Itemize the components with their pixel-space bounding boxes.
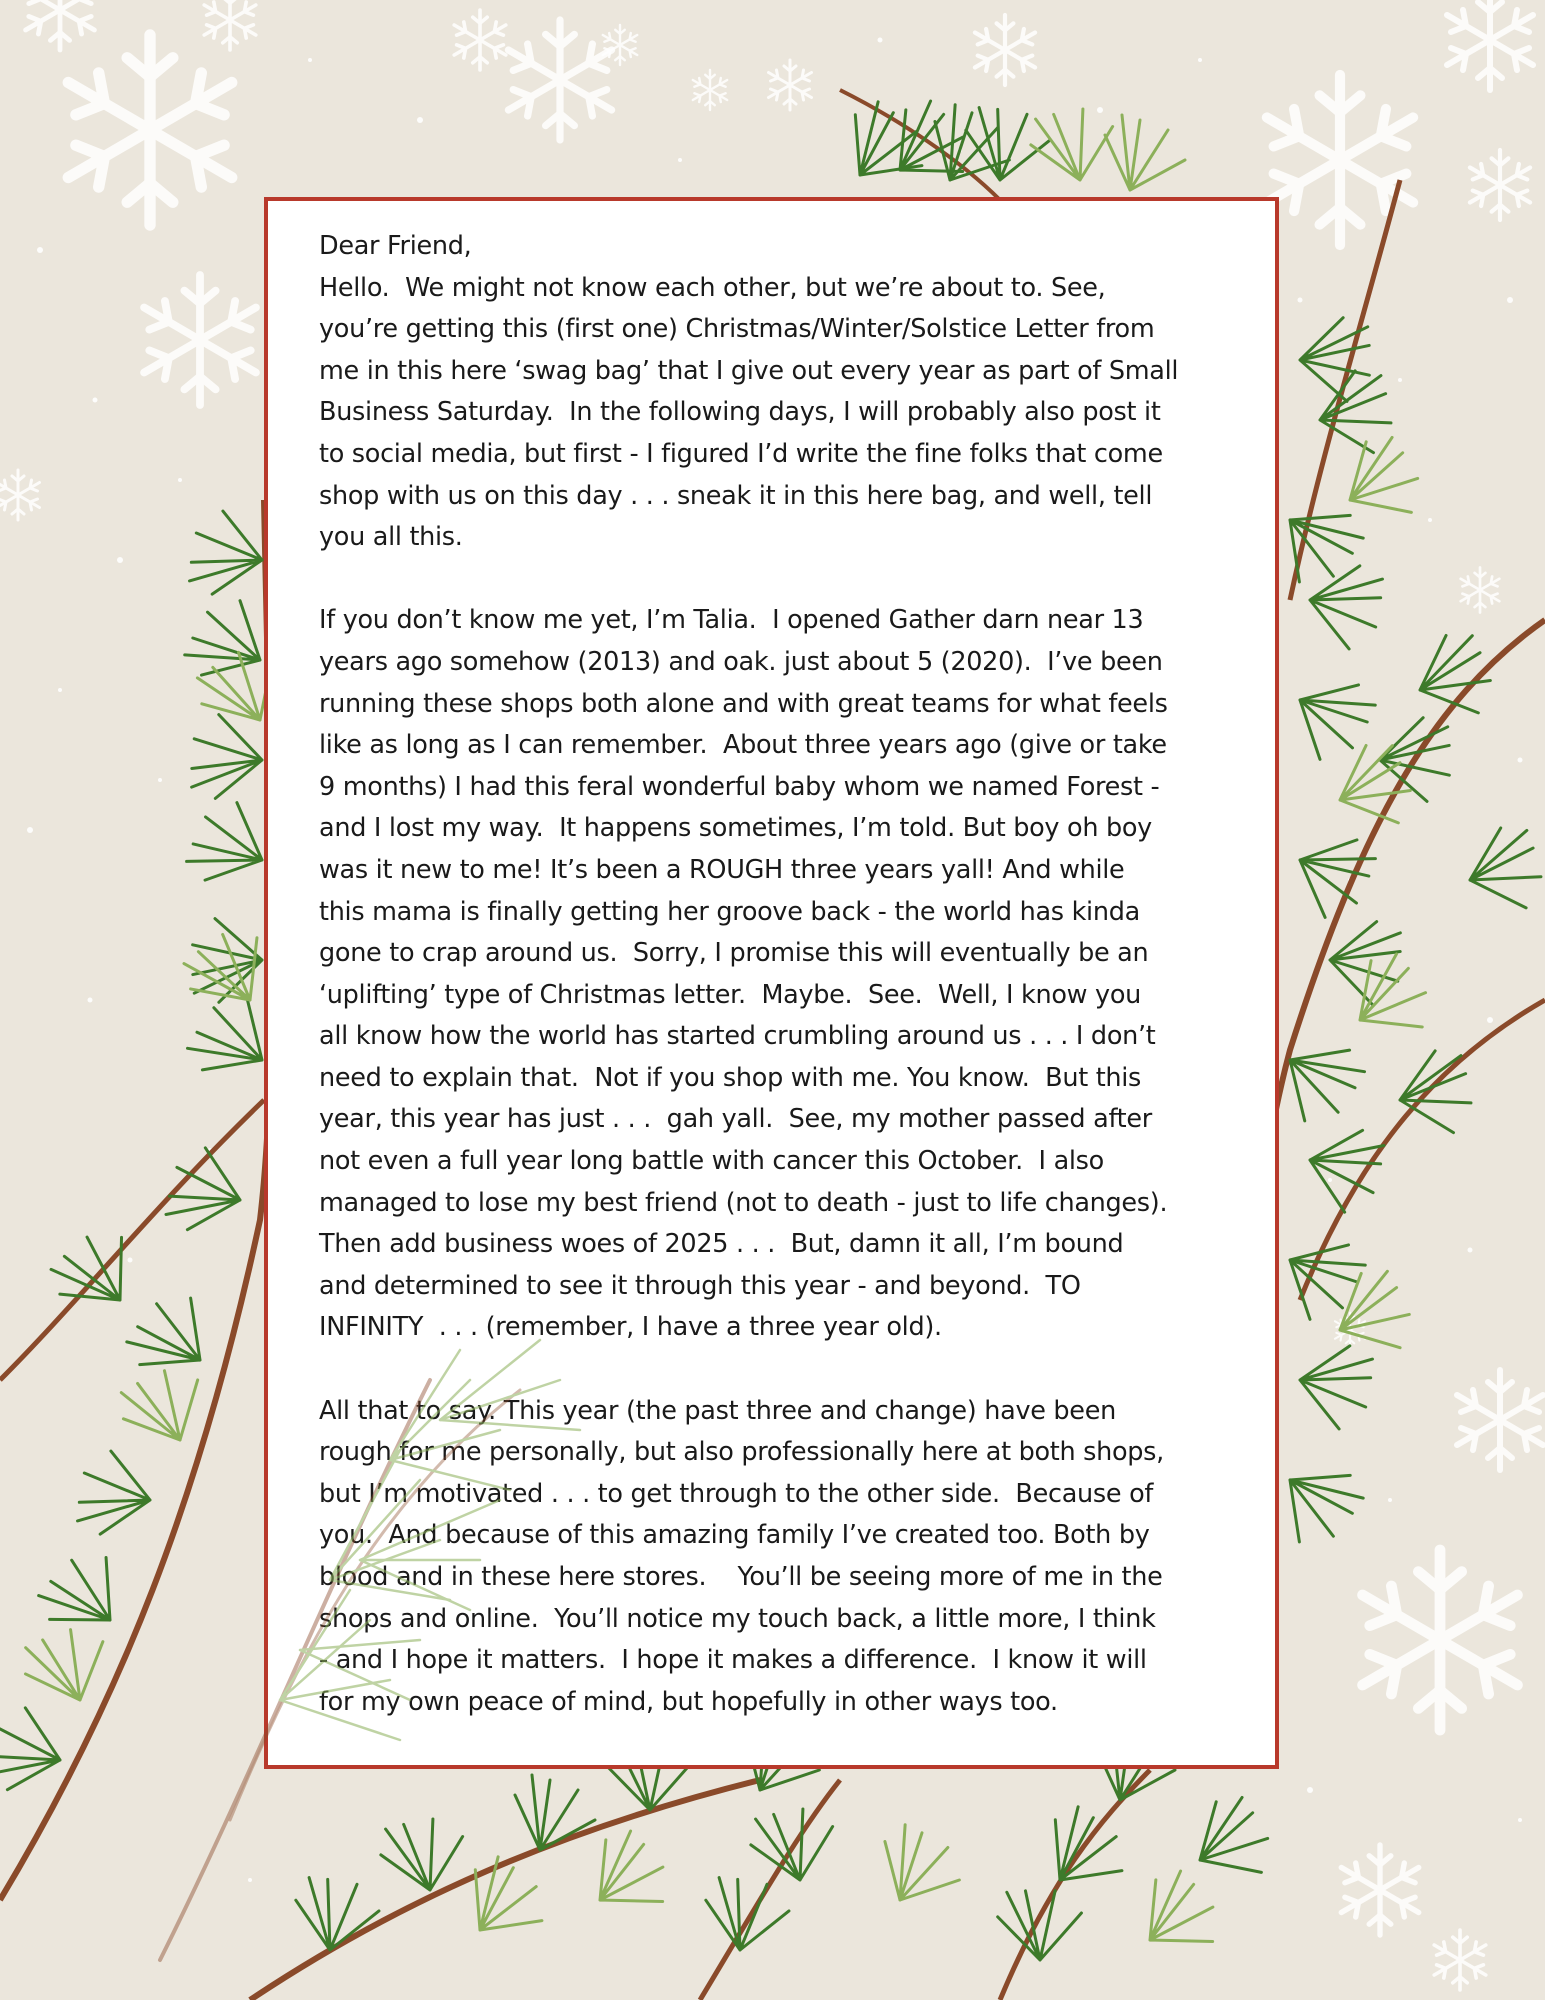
letter-line: and determined to see it through this year - and beyond. TO	[319, 1270, 1081, 1301]
letter-line	[319, 559, 1249, 601]
letter-line: me in this here ‘swag bag’ that I give out every year as part of Small	[319, 355, 1179, 386]
letter-line: Hello. We might not know each other, but we’re about to. See,	[319, 272, 1106, 303]
letter-line: rough for me personally, but also professionally here at both shops,	[319, 1437, 1164, 1468]
letter-line: managed to lose my best friend (not to death - just to life changes).	[319, 1187, 1168, 1218]
letter-line: years ago somehow (2013) and oak. just about 5 (2020). I’ve been	[319, 646, 1163, 677]
letter-line: you. And because of this amazing family I’ve created too. Both by	[319, 1520, 1150, 1551]
letter-line: shop with us on this day . . . sneak it in this here bag, and well, tell	[319, 480, 1153, 511]
letter-line: running these shops both alone and with great teams for what feels	[319, 688, 1168, 719]
letter-line: for my own peace of mind, but hopefully in other ways too.	[319, 1686, 1058, 1717]
letter-line	[319, 1349, 1249, 1391]
letter-line: not even a full year long battle with cancer this October. I also	[319, 1146, 1104, 1177]
letter-line: and I lost my way. It happens sometimes, I’m told. But boy oh boy	[319, 813, 1152, 844]
letter-body	[319, 226, 1249, 1723]
letter-line: like as long as I can remember. About three years ago (give or take	[319, 730, 1167, 761]
letter-line: year, this year has just . . . gah yall. See, my mother passed after	[319, 1104, 1152, 1135]
letter-line: to social media, but first - I figured I’d write the fine folks that come	[319, 438, 1163, 469]
letter-line: Dear Friend,	[319, 231, 472, 261]
letter-line: If you don’t know me yet, I’m Talia. I opened Gather darn near 13	[319, 605, 1144, 636]
letter-line: INFINITY . . . (remember, I have a three year old).	[319, 1312, 942, 1343]
letter-line: Then add business woes of 2025 . . . But, damn it all, I’m bound	[319, 1229, 1124, 1260]
letter-line: 9 months) I had this feral wonderful baby whom we named Forest -	[319, 771, 1160, 802]
letter-line: ‘uplifting’ type of Christmas letter. Maybe. See. Well, I know you	[319, 979, 1141, 1010]
letter-frame	[264, 197, 1279, 1769]
letter-line: all know how the world has started crumbling around us . . . I don’t	[319, 1021, 1156, 1052]
letter-line: Business Saturday. In the following days, I will probably also post it	[319, 397, 1161, 428]
letter-line: need to explain that. Not if you shop with me. You know. But this	[319, 1062, 1142, 1093]
letter-line: but I’m motivated . . . to get through to the other side. Because of	[319, 1478, 1154, 1509]
letter-line: - and I hope it matters. I hope it makes a difference. I know it will	[319, 1645, 1147, 1676]
letter-line: blood and in these here stores. You’ll be seeing more of me in the	[319, 1562, 1163, 1592]
letter-line: shops and online. You’ll notice my touch back, a little more, I think	[319, 1603, 1156, 1634]
letter-line: was it new to me! It’s been a ROUGH three years yall! And while	[319, 854, 1125, 885]
letter-line: this mama is finally getting her groove back - the world has kinda	[319, 896, 1140, 927]
letter-line: you’re getting this (first one) Christmas/Winter/Solstice Letter from	[319, 314, 1155, 345]
letter-line: All that to say. This year (the past three and change) have been	[319, 1395, 1116, 1426]
letter-line: gone to crap around us. Sorry, I promise this will eventually be an	[319, 938, 1149, 969]
letter-line: you all this.	[319, 522, 463, 553]
